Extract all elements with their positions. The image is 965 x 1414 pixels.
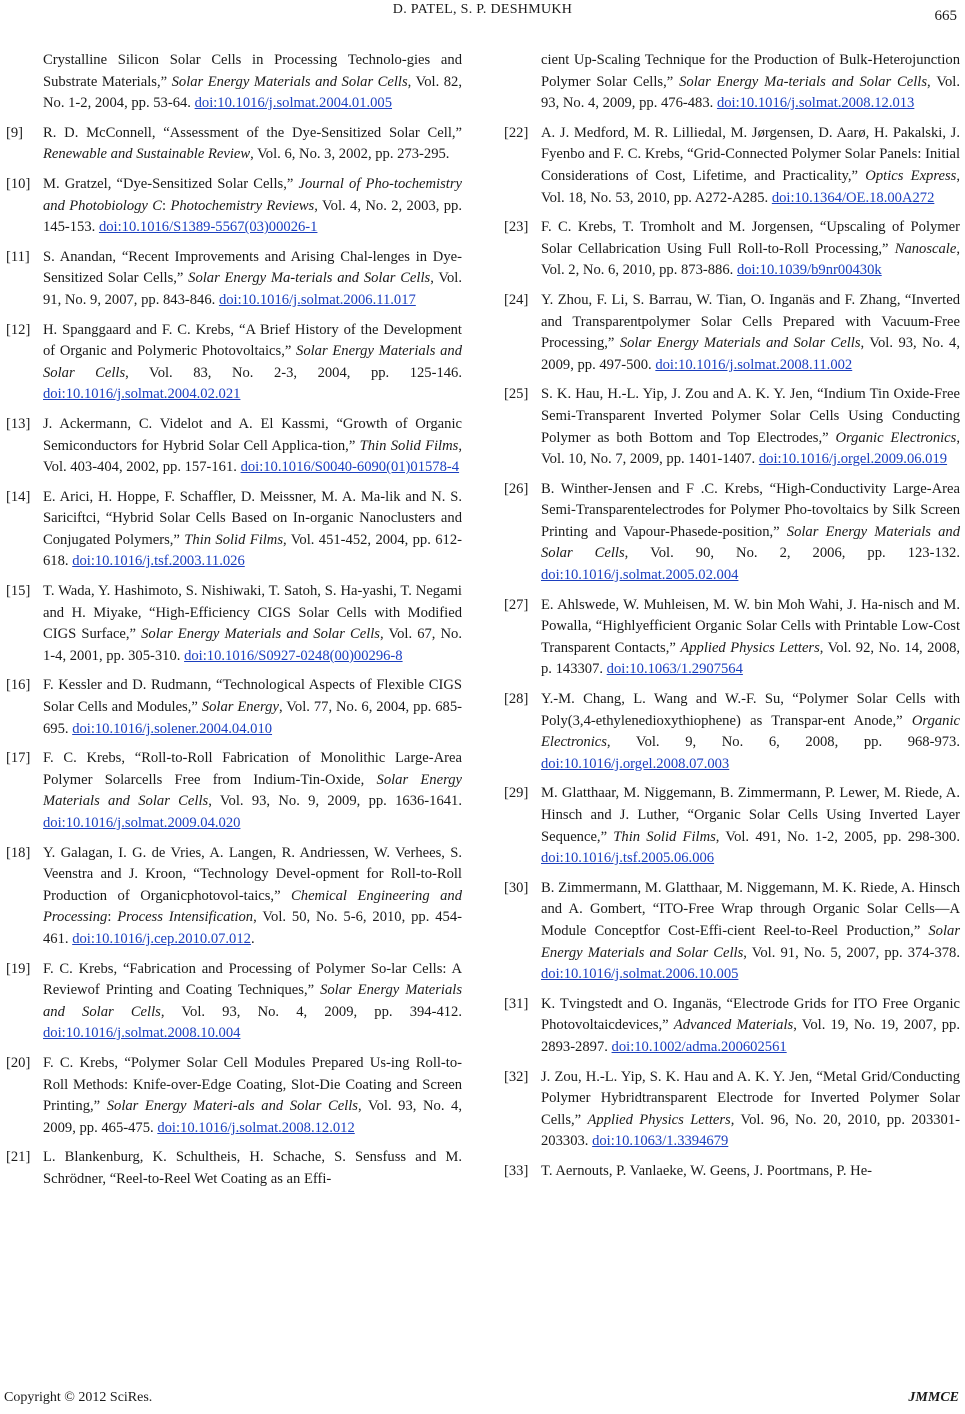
ref-journal: Solar Energy Materials and Solar Cells xyxy=(141,626,380,643)
left-column xyxy=(6,50,462,1199)
reference-item xyxy=(6,1053,462,1139)
reference-item xyxy=(504,290,960,376)
reference-item xyxy=(504,123,960,209)
doi-link[interactable]: doi:10.1016/j.solmat.2009.04.020 xyxy=(43,815,241,831)
ref-text: , Vol. 93, No. 4, 2009, pp. 497-500. xyxy=(541,335,960,373)
ref-text: , Vol. 451-452, 2004, pp. 612-618. xyxy=(43,531,462,570)
reference-item xyxy=(6,247,462,312)
ref-text: : xyxy=(162,197,171,214)
ref-text: , Vol. 92, No. 14, 2008, p. 143307. xyxy=(541,639,961,678)
reference-item xyxy=(6,320,462,406)
ref-text: F. Kessler and D. Rudmann, “Technological Aspects of Flexible CIGS Solar Cells and Modules,” xyxy=(43,677,462,716)
ref-text: , Vol. 9, No. 6, 2008, pp. 968-973. xyxy=(606,734,960,751)
ref-text: E. Arici, H. Hoppe, F. Schaffler, D. Meissner, M. A. Ma-lik and N. S. Sariciftci, “Hybrid Solar Cells Based on In-organic Nanoclusters and Conjugated Polymers,” xyxy=(43,488,462,548)
reference-item xyxy=(6,581,462,667)
reference-item xyxy=(6,843,462,951)
ref-journal: Journal of Pho-tochemistry and Photobiology C xyxy=(43,175,462,214)
ref-text: , Vol. 93, No. 4, 2009, pp. 394-412. xyxy=(160,1003,462,1020)
ref-text: S. K. Hau, H.-L. Yip, J. Zou and A. K. Y. Jen, “Indium Tin Oxide-Free Semi-Transparent Inverted Polymer Solar Cells Using Conducting Polymer as both Bottom and Top Electrodes,” xyxy=(541,386,960,446)
ref-text: , Vol. 82, No. 1-2, 2004, pp. 53-64. xyxy=(43,73,462,112)
reference-item xyxy=(504,1161,960,1183)
reference-number: [23] xyxy=(504,219,529,236)
ref-text: cient Up-Scaling Technique for the Production of Bulk-Heterojunction Polymer Solar Cells,” xyxy=(541,52,960,90)
reference-number: [15] xyxy=(6,583,31,600)
ref-text: B. Zimmermann, M. Glatthaar, M. Niggemann, M. K. Riede, A. Hinsch and A. Gombert, “ITO-Free Wrap through Organic Solar Cells—A Module Conceptfor Cost-Effi-cient Reel-to-Reel Production,” xyxy=(541,879,960,939)
doi-link[interactable]: doi:10.1016/S0927-0248(00)00296-8 xyxy=(184,647,403,664)
doi-link[interactable]: doi:10.1016/S0040-6090(01)01578-4 xyxy=(240,459,460,476)
ref-text: , Vol. 77, No. 6, 2004, pp. 685-695. xyxy=(43,699,462,737)
ref-text: F. C. Krebs, “Polymer Solar Cell Modules Prepared Us-ing Roll-to-Roll Methods: Knife-over-Edge Coating, Slot-Die Coating and Screen Printing,” xyxy=(43,1054,462,1115)
doi-link[interactable]: doi:10.1364/OE.18.00A272 xyxy=(771,189,935,206)
ref-text: F. C. Krebs, T. Tromholt and M. Jorgensen, “Upscaling of Polymer Solar Cellabrication Using Full Roll-to-Roll Processing,” xyxy=(541,219,960,257)
ref-journal: Solar Energy Ma-terials and Solar Cells xyxy=(188,270,431,287)
ref-text: J. Zou, H.-L. Yip, S. K. Hau and A. K. Y. Jen, “Metal Grid/Conducting Polymer Hybridtransparent Electrode for Inverted Polymer Solar Cells,” xyxy=(541,1068,960,1128)
ref-journal: Solar Energy Ma-terials and Solar Cells xyxy=(679,73,928,90)
ref-text: Crystalline Silicon Solar Cells in Processing Technolo-gies and Substrate Materials,” xyxy=(43,52,462,90)
ref-journal: Thin Solid Films xyxy=(184,531,284,548)
ref-journal: Photochemistry Reviews xyxy=(170,197,315,214)
ref-text: F. C. Krebs, “Roll-to-Roll Fabrication of Monolithic Large-Area Polymer Solarcells Free from Indium-Tin-Oxide, xyxy=(43,750,462,788)
ref-text: B. Winther-Jensen and F .C. Krebs, “High-Conductivity Large-Area Semi-Transparentelectrodes for Polymer Pho-tovoltaics by Silk Screen Printing and Vapour-Phasede-position,” xyxy=(541,480,960,540)
doi-link[interactable]: doi:10.1016/j.solmat.2008.11.002 xyxy=(655,356,853,373)
reference-number: [11] xyxy=(6,248,30,265)
reference-continuation xyxy=(504,50,960,115)
doi-link[interactable]: doi:10.1016/j.solmat.2004.02.021 xyxy=(43,386,241,403)
ref-journal: Nanoscale xyxy=(894,240,957,257)
doi-link[interactable]: doi:10.1016/j.solmat.2008.12.013 xyxy=(716,95,915,112)
reference-item xyxy=(504,1067,960,1153)
ref-text: , Vol. 93, No. 4, 2009, pp. 465-475. xyxy=(43,1098,462,1136)
doi-link[interactable]: doi:10.1063/1.2907564 xyxy=(606,661,743,678)
page-header xyxy=(0,0,965,28)
ref-journal: Solar Energy Materials and Solar Cells xyxy=(43,343,462,381)
ref-journal: Solar Energy Materials and Solar Cells xyxy=(43,771,462,810)
doi-link[interactable]: doi:10.1016/j.tsf.2003.11.026 xyxy=(72,553,245,570)
ref-text: : xyxy=(107,909,118,926)
reference-item xyxy=(6,959,462,1045)
ref-journal: Thin Solid Films xyxy=(359,437,459,454)
reference-item xyxy=(6,174,462,239)
ref-text: . xyxy=(250,930,255,947)
ref-journal: Applied Physics Letters xyxy=(587,1111,731,1128)
reference-number: [22] xyxy=(504,124,529,141)
page-footer xyxy=(0,1388,965,1414)
ref-journal: Solar Energy Materials and Solar Cells xyxy=(43,982,462,1020)
ref-text: , Vol. 93, No. 9, 2009, pp. 1636-1641. xyxy=(208,793,462,810)
ref-text: , Vol. 18, No. 53, 2010, pp. A272-A285. xyxy=(541,167,960,206)
reference-number: [9] xyxy=(6,124,24,141)
reference-number: [17] xyxy=(6,750,31,767)
ref-text: J. Ackermann, C. Videlot and A. El Kassmi, “Growth of Organic Semiconductors for Hybrid Solar Cell Applica-tion,” xyxy=(43,415,462,454)
reference-number: [33] xyxy=(504,1162,529,1179)
doi-link[interactable]: doi:10.1016/j.solmat.2006.10.005 xyxy=(541,966,739,983)
doi-link[interactable]: doi:10.1016/j.cep.2010.07.012 xyxy=(72,930,251,947)
reference-item xyxy=(504,783,960,869)
reference-item xyxy=(504,689,960,775)
reference-number: [18] xyxy=(6,844,31,861)
ref-text: L. Blankenburg, K. Schultheis, H. Schache, S. Sensfuss and M. Schrödner, “Reel-to-Reel Wet Coating as an Effi- xyxy=(43,1149,462,1187)
doi-link[interactable]: doi:10.1016/j.solmat.2004.01.005 xyxy=(194,95,393,112)
ref-text: , Vol. 491, No. 1-2, 2005, pp. 298-300. xyxy=(715,828,961,845)
ref-text: , Vol. 91, No. 9, 2007, pp. 843-846. xyxy=(43,270,462,308)
reference-number: [24] xyxy=(504,291,529,308)
ref-text: M. Gratzel, “Dye-Sensitized Solar Cells,” xyxy=(43,175,299,192)
doi-link[interactable]: doi:10.1039/b9nr00430k xyxy=(736,262,882,279)
reference-item xyxy=(504,878,960,986)
ref-journal: Chemical Engineering and Processing xyxy=(43,887,462,926)
ref-journal: Organic Electronics xyxy=(835,429,957,446)
ref-text: , Vol. 4, No. 2, 2003, pp. 145-153. xyxy=(43,197,463,236)
ref-journal: Process Intensification xyxy=(117,909,254,926)
reference-number: [31] xyxy=(504,995,529,1012)
ref-journal: Thin Solid Films xyxy=(613,828,716,845)
ref-text: T. Wada, Y. Hashimoto, S. Nishiwaki, T. Satoh, S. Ha-yashi, T. Negami and H. Miyake, “High-Efficiency CIGS Solar Cells with Modified CIGS Surface,” xyxy=(43,583,462,643)
doi-link[interactable]: doi:10.1016/j.solener.2004.04.010 xyxy=(72,720,273,737)
ref-text: Y.-M. Chang, L. Wang and W.-F. Su, “Polymer Solar Cells with Poly(3,4-ethylenedioxythiophene) as Transpar-ent Anode,” xyxy=(541,691,960,729)
reference-item xyxy=(6,414,462,479)
doi-link[interactable]: doi:10.1016/j.solmat.2008.12.012 xyxy=(157,1119,355,1136)
reference-item xyxy=(6,1147,462,1190)
doi-link[interactable]: doi:10.1016/j.orgel.2009.06.019 xyxy=(758,451,948,468)
ref-text: , Vol. 50, No. 5-6, 2010, pp. 454-461. xyxy=(43,909,462,947)
doi-link[interactable]: doi:10.1016/j.solmat.2005.02.004 xyxy=(541,567,739,584)
ref-text: Y. Galagan, I. G. de Vries, A. Langen, R. Andriessen, W. Verhees, S. Veenstra and J. Kroon, “Technology Devel-opment for Roll-to-Roll Production of Organicphotovol-taics,” xyxy=(43,844,462,904)
ref-text: E. Ahlswede, W. Muhleisen, M. W. bin Moh Wahi, J. Ha-nisch and M. Powalla, “Highlyefficient Organic Solar Cells with Printable Low-Cost Transparent Contacts,” xyxy=(541,596,960,656)
reference-item xyxy=(6,487,462,573)
reference-item xyxy=(504,384,960,470)
reference-number: [28] xyxy=(504,691,529,708)
reference-item xyxy=(6,748,462,834)
doi-link[interactable]: doi:10.1016/j.orgel.2008.07.003 xyxy=(541,755,730,772)
reference-number: [27] xyxy=(504,596,529,613)
reference-number: [30] xyxy=(504,879,529,896)
ref-journal: Organic Electronics xyxy=(541,712,960,751)
reference-number: [29] xyxy=(504,785,529,802)
ref-text: , Vol. 2, No. 6, 2010, pp. 873-886. xyxy=(541,240,960,279)
copyright-notice: Copyright © 2012 SciRes. xyxy=(4,1390,153,1405)
ref-text: A. J. Medford, M. R. Lilliedal, M. Jørgensen, D. Aarø, H. Pakalski, J. Fyenbo and F. C. Krebs, “Grid-Connected Polymer Solar Panels: Initial Considerations of Cost, Lifetime, and Practicality,” xyxy=(541,124,960,184)
reference-item xyxy=(6,123,462,166)
doi-link[interactable]: doi:10.1016/S1389-5567(03)00026-1 xyxy=(98,219,318,236)
ref-text: , Vol. 96, No. 20, 2010, pp. 203301-203303. xyxy=(541,1111,960,1150)
ref-text: , Vol. 83, No. 2-3, 2004, pp. 125-146. xyxy=(125,364,462,381)
ref-text: H. Spanggaard and F. C. Krebs, “A Brief History of the Development of Organic and Polymeric Photovoltaics,” xyxy=(43,321,462,360)
ref-journal: Solar Energy xyxy=(201,699,279,716)
reference-item xyxy=(6,675,462,740)
ref-journal: Solar Energy Materials and Solar Cells xyxy=(541,523,960,562)
doi-link[interactable]: doi:10.1016/j.tsf.2005.06.006 xyxy=(541,850,715,867)
ref-journal: Advanced Materials xyxy=(673,1017,794,1034)
ref-text: , Vol. 90, No. 2, 2006, pp. 123-132. xyxy=(624,545,960,562)
right-column xyxy=(504,50,960,1191)
ref-journal: Optics Express xyxy=(865,167,957,184)
running-head-authors: D. PATEL, S. P. DESHMUKH xyxy=(392,2,573,17)
journal-abbreviation: JMMCE xyxy=(908,1390,959,1405)
ref-journal: Renewable and Sustainable Review xyxy=(43,146,251,163)
ref-text: , Vol. 6, No. 3, 2002, pp. 273-295. xyxy=(250,146,450,163)
reference-number: [26] xyxy=(504,480,529,497)
reference-number: [19] xyxy=(6,960,31,977)
reference-item xyxy=(504,217,960,282)
reference-item xyxy=(504,994,960,1059)
ref-text: R. D. McConnell, “Assessment of the Dye-Sensitized Solar Cell,” xyxy=(43,124,462,141)
ref-text: M. Glatthaar, M. Niggemann, B. Zimmermann, P. Lewer, M. Riede, A. Hinsch and J. Luther, “Organic Solar Cells Using Inverted Layer Sequence,” xyxy=(541,785,960,845)
reference-number: [13] xyxy=(6,415,31,432)
ref-text: , Vol. 10, No. 7, 2009, pp. 1401-1407. xyxy=(541,429,960,468)
ref-text: , Vol. 91, No. 5, 2007, pp. 374-378. xyxy=(743,944,960,961)
ref-text: S. Anandan, “Recent Improvements and Arising Chal-lenges in Dye-Sensitized Solar Cells,” xyxy=(43,248,462,287)
reference-item xyxy=(504,595,960,681)
reference-number: [20] xyxy=(6,1054,31,1071)
reference-continuation xyxy=(6,50,462,115)
ref-journal: Applied Physics Letters xyxy=(680,639,820,656)
doi-link[interactable]: doi:10.1063/1.3394679 xyxy=(592,1133,729,1150)
reference-number: [25] xyxy=(504,386,529,403)
reference-number: [10] xyxy=(6,175,31,192)
reference-item xyxy=(504,479,960,587)
ref-text: , Vol. 403-404, 2002, pp. 157-161. xyxy=(43,437,462,476)
ref-text: F. C. Krebs, “Fabrication and Processing of Polymer So-lar Cells: A Reviewof Printing and Coating Techniques,” xyxy=(43,960,462,999)
ref-text: T. Aernouts, P. Vanlaeke, W. Geens, J. Poortmans, P. He- xyxy=(541,1162,873,1179)
page-number: 665 xyxy=(934,8,957,24)
ref-journal: Solar Energy Materials and Solar Cells xyxy=(541,922,960,961)
ref-text: K. Tvingstedt and O. Inganäs, “Electrode Grids for ITO Free Organic Photovoltaicdevices,” xyxy=(541,995,960,1034)
ref-journal: Solar Energy Materials and Solar Cells xyxy=(619,335,861,352)
doi-link[interactable]: doi:10.1016/j.solmat.2006.11.017 xyxy=(218,291,416,308)
doi-link[interactable]: doi:10.1002/adma.200602561 xyxy=(611,1038,787,1055)
ref-text: , Vol. 93, No. 4, 2009, pp. 476-483. xyxy=(541,73,960,112)
ref-text: , Vol. 67, No. 1-4, 2001, pp. 305-310. xyxy=(43,626,463,664)
reference-number: [12] xyxy=(6,321,31,338)
doi-link[interactable]: doi:10.1016/j.solmat.2008.10.004 xyxy=(43,1025,241,1042)
ref-text: Y. Zhou, F. Li, S. Barrau, W. Tian, O. Inganäs and F. Zhang, “Inverted and Transparentpolymer Solar Cells Prepared with Vacuum-Free Processing,” xyxy=(541,291,960,352)
reference-number: [16] xyxy=(6,677,31,694)
reference-number: [14] xyxy=(6,488,31,505)
ref-journal: Solar Energy Materi-als and Solar Cells xyxy=(106,1098,358,1115)
reference-number: [21] xyxy=(6,1149,31,1166)
ref-journal: Solar Energy Materials and Solar Cells xyxy=(171,73,408,90)
reference-number: [32] xyxy=(504,1068,529,1085)
ref-text: , Vol. 19, No. 19, 2007, pp. 2893-2897. xyxy=(541,1017,960,1055)
